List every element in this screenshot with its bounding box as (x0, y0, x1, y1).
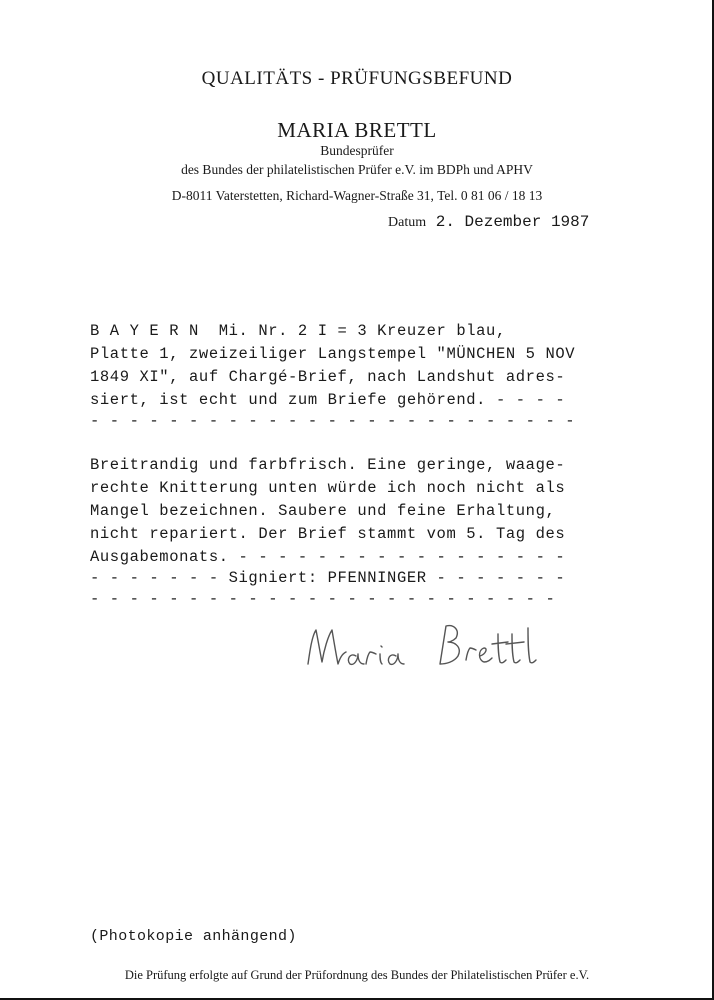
paragraph2-line-7: - - - - - - - - - - - - - - - - - - - - - - - - (90, 590, 556, 608)
examiner-address: D-8011 Vaterstetten, Richard-Wagner-Straße 31, Tel. 0 81 06 / 18 13 (171, 188, 543, 203)
examiner-association: des Bundes der philatelistischen Prüfer e.V. im BDPh und APHV (181, 162, 533, 177)
date-label: Datum (388, 215, 427, 230)
paragraph2-line-3: Mangel bezeichnen. Saubere und feine Erhaltung, (90, 502, 556, 520)
examiner-role: Bundesprüfer (320, 143, 394, 158)
paragraph1-line-3: 1849 XI", auf Chargé-Brief, nach Landshut adres- (90, 368, 566, 386)
handwritten-signature (300, 612, 550, 682)
legal-footer: Die Prüfung erfolgte auf Grund der Prüfordnung des Bundes der Philatelistischen Prüfer e.V. (124, 968, 590, 982)
paragraph2-line-5: Ausgabemonats. - - - - - - - - - - - - - - - - - (90, 548, 566, 566)
paragraph2-line-1: Breitrandig und farbfrisch. Eine geringe, waage- (90, 456, 566, 474)
examiner-name: MARIA BRETTL (277, 118, 437, 142)
paragraph2-line-2: rechte Knitterung unten würde ich noch nicht als (90, 479, 566, 497)
date-value: 2. Dezember 1987 (435, 213, 590, 231)
paragraph2-line-4: nicht repariert. Der Brief stammt vom 5. Tag des (90, 525, 566, 543)
paragraph2-line-6: - - - - - - - Signiert: PFENNINGER - - - - - - - (90, 569, 566, 587)
document-title: QUALITÄTS - PRÜFUNGSBEFUND (201, 68, 513, 89)
photocopy-note: (Photokopie anhängend) (90, 928, 297, 945)
paragraph1-line-2: Platte 1, zweizeiliger Langstempel "MÜNCHEN 5 NOV (90, 345, 576, 363)
date-row (388, 213, 589, 231)
paragraph1-line-1: B A Y E R N Mi. Nr. 2 I = 3 Kreuzer blau, (90, 322, 506, 340)
paragraph1-line-4: siert, ist echt und zum Briefe gehörend. - - - - (90, 391, 566, 409)
paragraph1-line-5: - - - - - - - - - - - - - - - - - - - - - - - - - (90, 412, 576, 430)
